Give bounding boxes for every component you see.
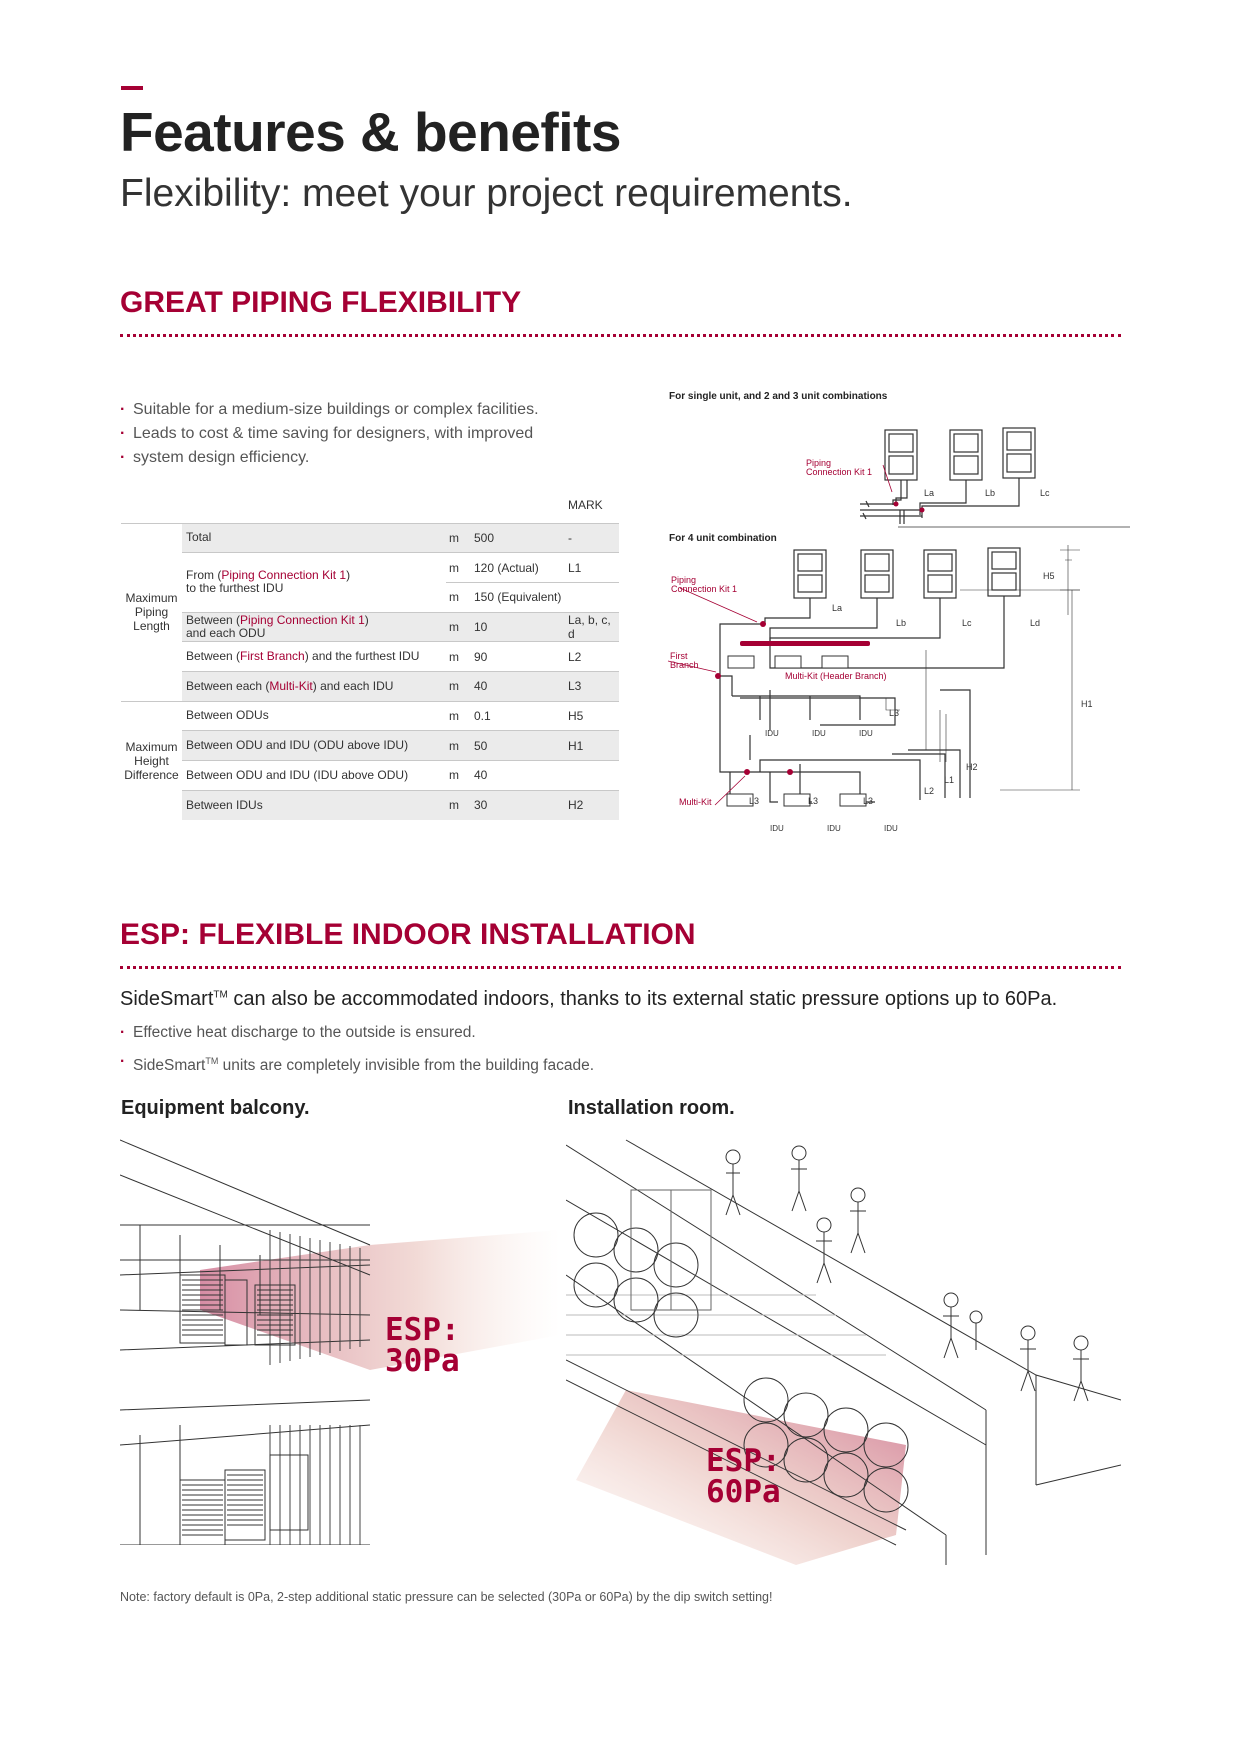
piping-section-title: GREAT PIPING FLEXIBILITY [120, 286, 522, 319]
table-row [121, 612, 619, 642]
installation-room-illustration [566, 1135, 1121, 1565]
bullet-continuation-text: system design efficiency. [133, 449, 310, 466]
row-value: 10 [471, 612, 565, 642]
idu-unit-icon [822, 656, 848, 668]
bullet-item: · SideSmart™ units are completely invisible from the building facade. [120, 1047, 1020, 1080]
person-icon [1020, 1326, 1036, 1391]
diagram1-label-lc: Lc [1040, 488, 1050, 498]
bullet-item: · Effective heat discharge to the outside is ensured. [120, 1018, 1020, 1047]
row-mark: H2 [565, 790, 619, 820]
label-h2: H2 [966, 762, 978, 772]
fan-unit-icon [574, 1213, 698, 1337]
row-unit: m [446, 761, 471, 791]
odu-unit-icon [924, 550, 956, 598]
row-mark: - [565, 523, 619, 553]
person-icon [1073, 1336, 1089, 1401]
esp-30-label: ESP: 30Pa [385, 1312, 460, 1379]
table-row [121, 701, 619, 731]
label-h1: H1 [1081, 699, 1093, 709]
piping-diagram-single [660, 400, 1130, 540]
bullet-item: · Suitable for a medium-size buildings or complex facilities. [120, 398, 620, 422]
row-unit: m [446, 671, 471, 701]
odu-unit-icon [988, 548, 1020, 596]
row-mark: L1 [565, 553, 619, 583]
row-unit: m [446, 612, 471, 642]
multi-kit-label: Multi-Kit [679, 797, 712, 807]
row-mark [565, 761, 619, 791]
label-l3: L3 [889, 708, 900, 718]
table-row [121, 761, 619, 791]
section-divider [120, 966, 1121, 969]
esp-60-label: ESP: 60Pa [706, 1443, 781, 1510]
diagram2-caption: For 4 unit combination [669, 533, 777, 544]
bullet-item: · Leads to cost & time saving for designers, with improved [120, 422, 620, 446]
row-value: 120 (Actual) [471, 553, 565, 583]
row-value: 150 (Equivalent) [471, 582, 565, 612]
row-unit: m [446, 731, 471, 761]
kit-connector-icon [760, 621, 766, 627]
person-icon [970, 1311, 982, 1350]
footnote: Note: factory default is 0Pa, 2-step additional static pressure can be selected (30Pa or 60Pa) by the dip switch setting! [120, 1590, 773, 1604]
label-l3: L3 [808, 796, 819, 806]
table-row [121, 790, 619, 820]
person-icon [726, 1150, 740, 1215]
label-l3: L3 [863, 796, 874, 806]
row-label: Between (First Branch) and the furthest IDU [182, 642, 446, 672]
odu-unit-icon [885, 430, 917, 480]
header-branch-label: Multi-Kit (Header Branch) [785, 671, 887, 681]
label-lb: Lb [896, 618, 907, 628]
diagram2-kit-label: Piping Connection Kit 1 [671, 575, 738, 594]
balcony-illustration [120, 1135, 560, 1545]
row-label: Between IDUs [182, 790, 446, 820]
idu-unit-icon [775, 656, 801, 668]
label-h5: H5 [1043, 571, 1055, 581]
odu-unit-icon [794, 550, 826, 598]
label-ld: Ld [1030, 618, 1041, 628]
multikit-connector-icon [787, 769, 793, 775]
kit-connector-icon [920, 508, 925, 513]
person-icon [850, 1188, 866, 1253]
piping-bullets [120, 398, 620, 470]
odu-unit-icon [270, 1455, 308, 1530]
diagram1-label-lb: Lb [985, 488, 996, 498]
diagram1-kit-label: Piping Connection Kit 1 [806, 458, 873, 477]
label-l2: L2 [924, 786, 935, 796]
odu-unit-icon [180, 1480, 225, 1545]
row-unit: m [446, 582, 471, 612]
row-value: 30 [471, 790, 565, 820]
diagram1-label-la: La [924, 488, 935, 498]
row-label: Between ODUs [182, 701, 446, 731]
mark-header: MARK [568, 497, 603, 512]
header-branch-icon [740, 641, 870, 646]
row-value: 90 [471, 642, 565, 672]
label-la: La [832, 603, 843, 613]
idu-label: IDU [884, 824, 898, 833]
branch-connector-icon [715, 673, 721, 679]
person-icon [791, 1146, 807, 1211]
kit-connector-icon [894, 502, 899, 507]
group-label-length: Maximum Piping Length [121, 523, 182, 701]
row-mark [565, 582, 619, 612]
table-row [121, 731, 619, 761]
idu-label: IDU [859, 729, 873, 738]
page-title: Features & benefits [120, 101, 621, 163]
label-l3: L3 [749, 796, 760, 806]
bullet-item-continuation [120, 446, 620, 470]
label-lc: Lc [962, 618, 972, 628]
table-row [121, 642, 619, 672]
esp-bullets [120, 1018, 1020, 1080]
esp-lead-text: SideSmart™ can also be accommodated indoors, thanks to its external static pressure options up to 60Pa. [120, 988, 1058, 1010]
idu-label: IDU [765, 729, 779, 738]
row-unit: m [446, 642, 471, 672]
odu-unit-icon [950, 430, 982, 480]
row-value: 40 [471, 671, 565, 701]
first-branch-label: First Branch [670, 651, 699, 670]
row-unit: m [446, 701, 471, 731]
accent-bar [121, 86, 143, 90]
row-label: Between ODU and IDU (IDU above ODU) [182, 761, 446, 791]
idu-label: IDU [812, 729, 826, 738]
odu-unit-icon [1003, 428, 1035, 478]
row-label: Between each (Multi-Kit) and each IDU [182, 671, 446, 701]
row-mark: H5 [565, 701, 619, 731]
odu-unit-icon [225, 1470, 265, 1540]
row-value: 50 [471, 731, 565, 761]
table-row [121, 671, 619, 701]
row-mark: L3 [565, 671, 619, 701]
row-value: 40 [471, 761, 565, 791]
page-subtitle: Flexibility: meet your project requirements. [120, 172, 853, 215]
row-label: Between ODU and IDU (ODU above IDU) [182, 731, 446, 761]
row-unit: m [446, 553, 471, 583]
piping-spec-table [121, 487, 619, 820]
idu-unit-icon [784, 794, 810, 806]
row-label: Between (Piping Connection Kit 1) and each ODU [182, 612, 446, 642]
row-unit: m [446, 523, 471, 553]
table-row [121, 523, 619, 553]
row-label: From (Piping Connection Kit 1) to the furthest IDU [182, 553, 446, 612]
odu-unit-icon [861, 550, 893, 598]
label-l1: L1 [944, 775, 955, 785]
row-mark: La, b, c, d [565, 612, 619, 642]
row-mark: L2 [565, 642, 619, 672]
row-mark: H1 [565, 731, 619, 761]
idu-unit-icon [728, 656, 754, 668]
row-unit: m [446, 790, 471, 820]
row-value: 0.1 [471, 701, 565, 731]
row-label: Total [182, 523, 446, 553]
table-row [121, 553, 619, 583]
multikit-connector-icon [744, 769, 750, 775]
group-label-height: Maximum Height Difference [121, 701, 182, 820]
idu-label: IDU [827, 824, 841, 833]
person-icon [943, 1293, 959, 1358]
esp-section-title: ESP: FLEXIBLE INDOOR INSTALLATION [120, 918, 696, 951]
row-value: 500 [471, 523, 565, 553]
diagram1-caption: For single unit, and 2 and 3 unit combinations [669, 391, 888, 402]
balcony-caption: Equipment balcony. [121, 1097, 310, 1119]
room-caption: Installation room. [568, 1097, 735, 1119]
idu-label: IDU [770, 824, 784, 833]
section-divider [120, 334, 1121, 337]
